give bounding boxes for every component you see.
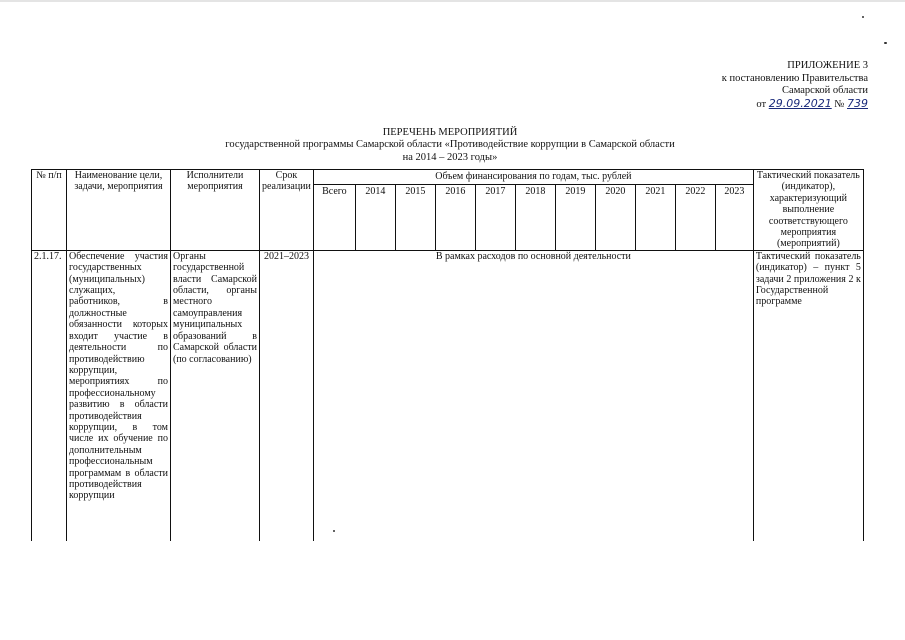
header-year-2015: 2015 bbox=[395, 185, 435, 251]
header-year-2020: 2020 bbox=[595, 185, 635, 251]
row-funding-note: В рамках расходов по основной деятельности bbox=[313, 250, 753, 541]
header-year-2019: 2019 bbox=[555, 185, 595, 251]
row-measure-name: Обеспечение участия государственных (муниципальных) служащих, работников, в должностные обязанности которых входит участие в деятельности по противодействию коррупции, мероприятиях по профессиональному развитию в области противодействия коррупции, в том числе их обучение по дополнительным профессиональным программам в области противодействия коррупции bbox=[67, 250, 171, 541]
header-year-2017: 2017 bbox=[475, 185, 515, 251]
document-heading bbox=[150, 127, 750, 164]
row-term: 2021–2023 bbox=[260, 250, 314, 541]
appendix-title: ПРИЛОЖЕНИЕ 3 bbox=[787, 60, 868, 71]
header-year-2022: 2022 bbox=[675, 185, 715, 251]
measures-table bbox=[31, 169, 864, 541]
header-year-2021: 2021 bbox=[635, 185, 675, 251]
scan-speck bbox=[884, 42, 887, 44]
row-indicator: Тактический показатель (индикатор) – пункт 5 задачи 2 приложения 2 к Государственной программе bbox=[753, 250, 863, 541]
header-funding: Объем финансирования по годам, тыс. рублей bbox=[313, 170, 753, 185]
header-year-2023: 2023 bbox=[715, 185, 753, 251]
measures-table-wrap bbox=[31, 169, 864, 541]
number-value: 739 bbox=[847, 96, 868, 110]
date-prefix: от bbox=[756, 98, 767, 110]
appendix-block bbox=[722, 60, 868, 111]
row-number: 2.1.17. bbox=[32, 250, 67, 541]
number-sign: № bbox=[834, 98, 845, 110]
header-year-2014: 2014 bbox=[355, 185, 395, 251]
table-row bbox=[32, 250, 864, 541]
scan-edge bbox=[0, 0, 905, 2]
header-total: Всего bbox=[313, 185, 355, 251]
header-executors: Исполнители мероприятия bbox=[171, 170, 260, 251]
scan-speck bbox=[862, 16, 864, 18]
heading-years: на 2014 – 2023 годы» bbox=[402, 151, 498, 163]
heading-subtitle: государственной программы Самарской области «Противодействие коррупции в Самарской области bbox=[225, 139, 675, 151]
appendix-line-1: к постановлению Правительства bbox=[721, 72, 868, 84]
header-name: Наименование цели, задачи, мероприятия bbox=[67, 170, 171, 251]
header-year-2016: 2016 bbox=[435, 185, 475, 251]
header-term: Срок реализации bbox=[260, 170, 314, 251]
appendix-line-2: Самарской области bbox=[782, 85, 868, 96]
header-year-2018: 2018 bbox=[515, 185, 555, 251]
header-indicator: Тактический показатель (индикатор), характеризующий выполнение соответствующего мероприятия (мероприятий) bbox=[753, 170, 863, 251]
appendix-date-line bbox=[722, 98, 868, 112]
header-num: № п/п bbox=[32, 170, 67, 251]
row-executors: Органы государственной власти Самарской области, органы местного самоуправления муниципальных образований в Самарской области (по согласованию) bbox=[171, 250, 260, 541]
heading-title: ПЕРЕЧЕНЬ МЕРОПРИЯТИЙ bbox=[382, 127, 518, 138]
date-value: 29.09.2021 bbox=[768, 96, 832, 110]
